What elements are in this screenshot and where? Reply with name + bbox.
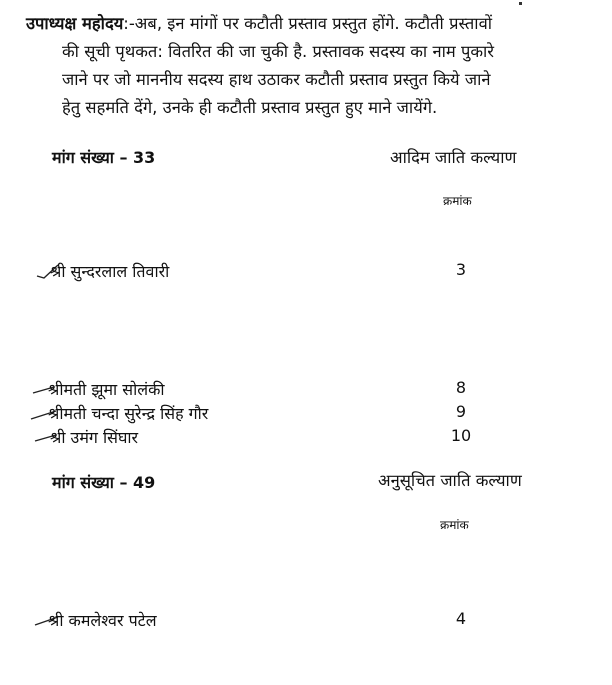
demand-49-column-header: क्रमांक <box>440 518 469 532</box>
member-name: श्रीमती झूमा सोलंकी <box>48 380 165 399</box>
member-number: 10 <box>450 426 472 445</box>
member-number: 4 <box>455 609 467 628</box>
member-name: श्रीमती चन्दा सुरेन्द्र सिंह गौर <box>48 404 209 423</box>
scan-speck <box>519 2 522 5</box>
demand-33-department: आदिम जाति कल्याण <box>390 148 517 167</box>
intro-paragraph <box>26 10 606 122</box>
demand-33-label: मांग संख्या – 33 <box>52 148 156 167</box>
demand-33-column-header: क्रमांक <box>443 194 472 208</box>
member-number: 3 <box>455 260 467 279</box>
intro-line-3: जाने पर जो माननीय सदस्य हाथ उठाकर कटौती प्रस्ताव प्रस्तुत किये जाने <box>62 70 491 89</box>
member-number: 9 <box>455 402 467 421</box>
demand-49-label: मांग संख्या – 49 <box>52 473 156 492</box>
intro-line-1 <box>26 10 606 38</box>
intro-line-4: हेतु सहमति देंगे, उनके ही कटौती प्रस्ताव प्रस्तुत हुए माने जायेंगे. <box>62 98 438 117</box>
member-name: श्री उमंग सिंघार <box>50 428 139 447</box>
member-name: श्री कमलेश्वर पटेल <box>48 611 157 630</box>
intro-line-2: की सूची पृथकत: वितरित की जा चुकी है. प्रस्तावक सदस्य का नाम पुकारे <box>62 42 495 61</box>
member-number: 8 <box>455 378 467 397</box>
intro-line-1-text: :-अब, इन मांगों पर कटौती प्रस्ताव प्रस्तुत होंगे. कटौती प्रस्तावों <box>123 14 493 33</box>
speaker-name: उपाध्यक्ष महोदय <box>26 14 124 33</box>
demand-49-department: अनुसूचित जाति कल्याण <box>378 471 522 490</box>
member-name: श्री सुन्दरलाल तिवारी <box>50 262 170 281</box>
